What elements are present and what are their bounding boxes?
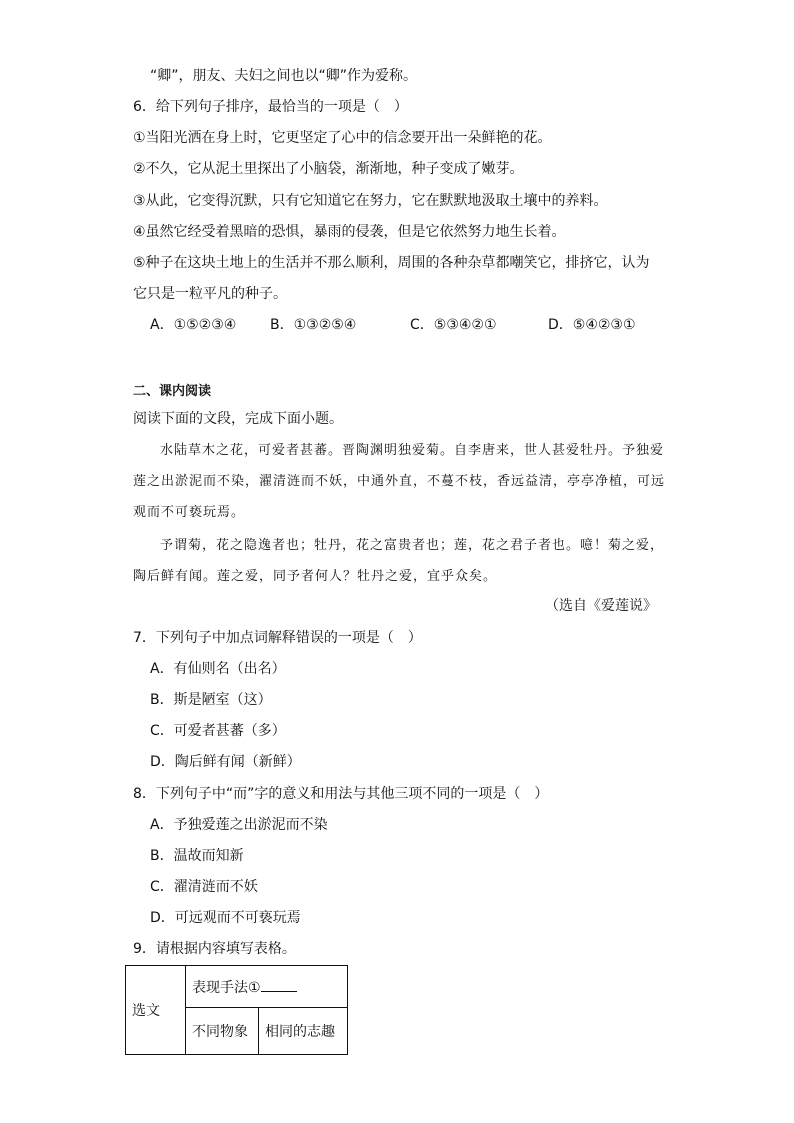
q6-option-c[interactable]: C．⑤③④②① [410, 317, 497, 333]
q9-stem: 9．请根据内容填写表格。 [133, 941, 296, 957]
table-sub-left: 不同物象 [186, 1008, 259, 1055]
q6-sentence-5-cont: 它只是一粒平凡的种子。 [133, 286, 287, 302]
q6-sentence-4: ④虽然它经受着黑暗的恐惧，暴雨的侵袭，但是它依然努力地生长着。 [133, 224, 566, 240]
passage-line-4: 予谓菊，花之隐逸者也；牡丹，花之富贵者也；莲，花之君子者也。噫！菊之爱， [160, 538, 665, 553]
passage-source: （选自《爱莲说》 [545, 598, 657, 614]
q6-option-d[interactable]: D．⑤④②③① [548, 317, 636, 333]
q7-option-d[interactable]: D．陶后鲜有闻（新鲜） [150, 754, 301, 770]
q6-option-a[interactable]: A．①⑤②③④ [150, 317, 237, 333]
table-top-label: 表现手法① [192, 979, 261, 996]
q8-stem: 8．下列句子中“而”字的意义和用法与其他三项不同的一项是（ ） [133, 786, 549, 802]
q8-option-c[interactable]: C．濯清涟而不妖 [150, 879, 258, 895]
q6-sentence-3: ③从此，它变得沉默，只有它知道它在努力，它在默默地汲取土壤中的养料。 [133, 193, 608, 209]
intro-line: “卿”，朋友、夫妇之间也以“卿”作为爱称。 [150, 68, 418, 84]
q6-sentence-2: ②不久，它从泥土里探出了小脑袋，渐渐地，种子变成了嫩芽。 [133, 161, 524, 177]
q7-option-b[interactable]: B．斯是陋室（这） [150, 692, 272, 708]
passage-line-1: 水陆草木之花，可爱者甚蕃。晋陶渊明独爱菊。自李唐来，世人甚爱牡丹。予独爱 [160, 443, 665, 458]
q8-option-d[interactable]: D．可远观而不可亵玩焉 [150, 910, 301, 926]
q6-option-b[interactable]: B．①③②⑤④ [270, 317, 357, 333]
table-sub-right: 相同的志趣 [259, 1008, 348, 1055]
answer-blank[interactable] [261, 977, 297, 992]
q6-sentence-5: ⑤种子在这块土地上的生活并不那么顺利，周围的各种杂草都嘲笑它，排挤它，认为 [133, 255, 650, 271]
table-top-cell [186, 966, 348, 1008]
q7-option-a[interactable]: A．有仙则名（出名） [150, 661, 286, 677]
passage-line-5: 陶后鲜有闻。莲之爱，同予者何人？牡丹之爱，宜乎众矣。 [133, 569, 498, 584]
passage-line-2: 莲之出淤泥而不染，濯清涟而不妖，中通外直，不蔓不枝，香远益清，亭亭净植，可远 [133, 474, 666, 489]
q6-stem: 6．给下列句子排序，最恰当的一项是（ ） [133, 99, 408, 115]
q8-option-b[interactable]: B．温故而知新 [150, 848, 244, 864]
section-instruction: 阅读下面的文段，完成下面小题。 [133, 411, 343, 427]
section-heading: 二、课内阅读 [133, 384, 212, 399]
q7-option-c[interactable]: C．可爱者甚蕃（多） [150, 723, 286, 739]
passage-line-3: 观而不可亵玩焉。 [133, 505, 246, 520]
q8-option-a[interactable]: A．予独爱莲之出淤泥而不染 [150, 817, 328, 833]
table-row-header: 选文 [126, 966, 186, 1055]
q6-sentence-1: ①当阳光洒在身上时，它更坚定了心中的信念要开出一朵鲜艳的花。 [133, 130, 552, 146]
q9-table [125, 965, 348, 1055]
q7-stem: 7．下列句子中加点词解释错误的一项是（ ） [133, 630, 422, 646]
